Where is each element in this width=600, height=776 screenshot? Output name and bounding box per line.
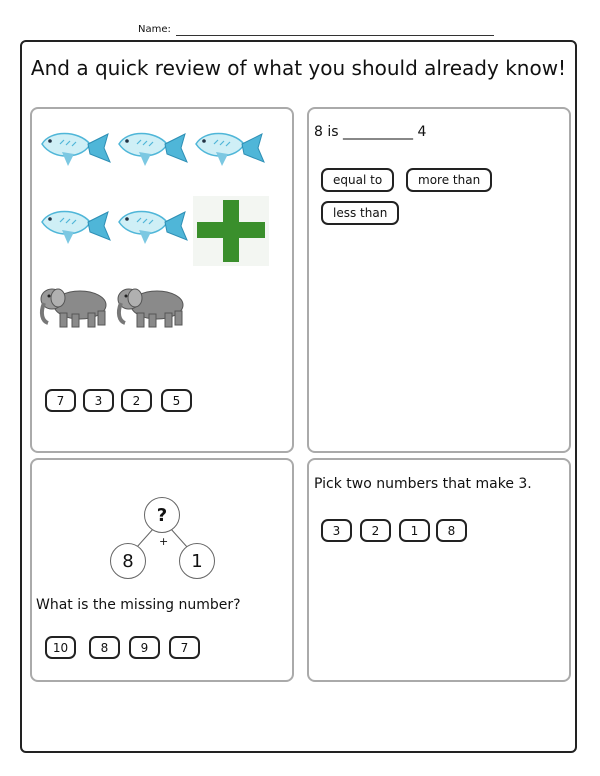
question-text: What is the missing number? <box>36 597 241 613</box>
bond-part-circle: 8 <box>110 543 146 579</box>
panel-picture-problem <box>30 107 294 453</box>
answer-option[interactable]: 9 <box>129 636 160 659</box>
panel-make-three <box>307 458 571 682</box>
fish-icon <box>192 124 268 180</box>
fish-icon <box>38 202 114 258</box>
name-label: Name: <box>138 24 171 35</box>
answer-option[interactable]: 7 <box>45 389 76 412</box>
answer-option[interactable]: more than <box>406 168 492 192</box>
elephant-icon <box>115 281 191 337</box>
question-text: Pick two numbers that make 3. <box>314 476 532 492</box>
fish-icon <box>115 202 191 258</box>
elephant-icon <box>38 281 114 337</box>
plus-sign: + <box>159 535 169 548</box>
answer-option[interactable]: 1 <box>399 519 430 542</box>
answer-option[interactable]: less than <box>321 201 399 225</box>
worksheet <box>20 40 577 753</box>
panel-comparison <box>307 107 571 453</box>
answer-option[interactable]: equal to <box>321 168 394 192</box>
answer-option[interactable]: 2 <box>121 389 152 412</box>
answer-option[interactable]: 5 <box>161 389 192 412</box>
fish-icon <box>38 124 114 180</box>
answer-option[interactable]: 2 <box>360 519 391 542</box>
answer-option[interactable]: 8 <box>89 636 120 659</box>
fish-icon <box>115 124 191 180</box>
answer-option[interactable]: 10 <box>45 636 76 659</box>
bond-part-circle: 1 <box>179 543 215 579</box>
bond-whole-circle: ? <box>144 497 180 533</box>
answer-option[interactable]: 7 <box>169 636 200 659</box>
answer-option[interactable]: 3 <box>321 519 352 542</box>
page-title: And a quick review of what you should already know! <box>30 56 567 80</box>
question-text: 8 is __________ 4 <box>314 124 427 140</box>
panel-number-bond <box>30 458 294 682</box>
name-row <box>0 20 600 38</box>
name-field[interactable] <box>176 35 494 36</box>
answer-option[interactable]: 3 <box>83 389 114 412</box>
plus-icon <box>193 196 269 266</box>
answer-option[interactable]: 8 <box>436 519 467 542</box>
